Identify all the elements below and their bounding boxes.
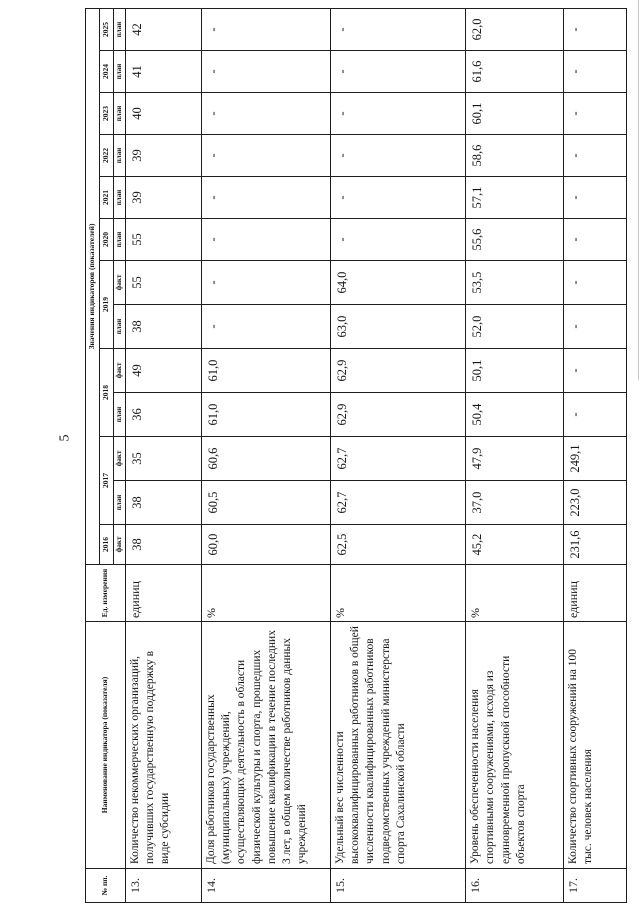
- value-cell: 63,0: [331, 305, 466, 349]
- value-cell: 60,5: [202, 481, 331, 525]
- value-cell: 42: [126, 8, 202, 50]
- value-cell: 53,5: [466, 261, 563, 305]
- table-row: [466, 8, 563, 902]
- table-row: [202, 8, 331, 902]
- value-cell: 62,7: [331, 437, 466, 481]
- value-cell: 249,1: [563, 437, 626, 481]
- subheader-plan: план: [114, 481, 126, 525]
- value-cell: 36: [126, 393, 202, 437]
- year-2019: 2019: [100, 261, 114, 349]
- subheader-plan: план: [114, 135, 126, 177]
- value-cell: 61,0: [202, 349, 331, 393]
- value-cell: 45,2: [466, 525, 563, 565]
- header-name: Наименование индикатора (показателя): [86, 622, 126, 869]
- value-cell: 38: [126, 525, 202, 565]
- value-cell: 60,1: [466, 93, 563, 135]
- subheader-plan: план: [114, 177, 126, 219]
- page-number: 5: [57, 434, 73, 442]
- value-cell: 64,0: [331, 261, 466, 305]
- value-cell: -: [202, 93, 331, 135]
- value-cell: 55,6: [466, 219, 563, 261]
- year-2024: 2024: [100, 51, 114, 93]
- value-cell: 57,1: [466, 177, 563, 219]
- value-cell: -: [331, 219, 466, 261]
- subheader-plan: план: [114, 93, 126, 135]
- unit-cell: единиц: [563, 565, 626, 622]
- value-cell: 60,0: [202, 525, 331, 565]
- value-cell: -: [563, 93, 626, 135]
- value-cell: 47,9: [466, 437, 563, 481]
- value-cell: -: [202, 135, 331, 177]
- value-cell: 62,7: [331, 481, 466, 525]
- unit-cell: единиц: [126, 565, 202, 622]
- value-cell: 55: [126, 219, 202, 261]
- value-cell: 38: [126, 481, 202, 525]
- subheader-plan: план: [114, 393, 126, 437]
- unit-cell: %: [466, 565, 563, 622]
- value-cell: 58,6: [466, 135, 563, 177]
- value-cell: 55: [126, 261, 202, 305]
- value-cell: -: [202, 177, 331, 219]
- value-cell: -: [202, 305, 331, 349]
- year-2016: 2016: [100, 525, 114, 565]
- value-cell: -: [202, 51, 331, 93]
- indicator-name: Количество некоммерческих организаций, получивших государственную поддержку в виде субсидии: [126, 622, 202, 869]
- value-cell: 38: [126, 305, 202, 349]
- value-cell: 223,0: [563, 481, 626, 525]
- value-cell: 50,1: [466, 349, 563, 393]
- unit-cell: %: [202, 565, 331, 622]
- subheader-plan: план: [114, 51, 126, 93]
- value-cell: -: [563, 135, 626, 177]
- year-2023: 2023: [100, 93, 114, 135]
- indicator-table: [85, 8, 627, 903]
- indicator-name: Доля работников государственных (муниципальных) учреждений, осуществляющих деятельность в области физической культуры и спорта, прошедших повышение квалификации в течение последних 3 лет, в общем количестве работников данных учреждений: [202, 622, 331, 869]
- value-cell: 49: [126, 349, 202, 393]
- value-cell: -: [331, 93, 466, 135]
- year-2021: 2021: [100, 177, 114, 219]
- value-cell: -: [202, 219, 331, 261]
- value-cell: -: [563, 51, 626, 93]
- subheader-fact: факт: [114, 349, 126, 393]
- subheader-plan: план: [114, 219, 126, 261]
- scan-edge-line: [638, 0, 639, 380]
- value-cell: 37,0: [466, 481, 563, 525]
- year-2017: 2017: [100, 437, 114, 525]
- year-2020: 2020: [100, 219, 114, 261]
- value-cell: -: [563, 177, 626, 219]
- value-cell: -: [331, 135, 466, 177]
- value-cell: -: [563, 393, 626, 437]
- value-cell: -: [563, 349, 626, 393]
- value-cell: 62,9: [331, 349, 466, 393]
- unit-cell: %: [331, 565, 466, 622]
- table-row: [331, 8, 466, 902]
- indicator-name: Удельный вес численности высококвалифицированных работников в общей численности квалифицированных работников подведомственных учреждений министерства спорта Сахалинской области: [331, 622, 466, 869]
- header-num: № пп.: [86, 869, 126, 903]
- value-cell: -: [563, 8, 626, 50]
- row-number: 14.: [202, 869, 331, 903]
- value-cell: 62,0: [466, 8, 563, 50]
- value-cell: 39: [126, 177, 202, 219]
- row-number: 17.: [563, 869, 626, 903]
- subheader-fact: факт: [114, 525, 126, 565]
- value-cell: 61,6: [466, 51, 563, 93]
- value-cell: -: [202, 261, 331, 305]
- value-cell: -: [202, 8, 331, 50]
- value-cell: 41: [126, 51, 202, 93]
- subheader-fact: факт: [114, 261, 126, 305]
- value-cell: 50,4: [466, 393, 563, 437]
- subheader-plan: план: [114, 8, 126, 50]
- value-cell: 40: [126, 93, 202, 135]
- indicator-name: Уровень обеспеченности населения спортивными сооружениями, исходя из единовременной пропускной способности объектов спорта: [466, 622, 563, 869]
- value-cell: 62,5: [331, 525, 466, 565]
- header-values: Значения индикаторов (показателей): [86, 8, 100, 564]
- value-cell: 62,9: [331, 393, 466, 437]
- value-cell: -: [563, 261, 626, 305]
- row-number: 15.: [331, 869, 466, 903]
- value-cell: 231,6: [563, 525, 626, 565]
- value-cell: -: [331, 177, 466, 219]
- value-cell: -: [563, 305, 626, 349]
- indicator-name: Количество спортивных сооружений на 100 тыс. человек населения: [563, 622, 626, 869]
- table-row: [126, 8, 202, 902]
- subheader-plan: план: [114, 305, 126, 349]
- value-cell: -: [331, 51, 466, 93]
- subheader-fact: факт: [114, 437, 126, 481]
- value-cell: 60,6: [202, 437, 331, 481]
- year-2022: 2022: [100, 135, 114, 177]
- year-2025: 2025: [100, 8, 114, 50]
- value-cell: -: [331, 8, 466, 50]
- value-cell: -: [563, 219, 626, 261]
- row-number: 16.: [466, 869, 563, 903]
- table-row: [563, 8, 626, 902]
- row-number: 13.: [126, 869, 202, 903]
- indicator-table-container: [85, 8, 627, 903]
- value-cell: 52,0: [466, 305, 563, 349]
- value-cell: 39: [126, 135, 202, 177]
- value-cell: 35: [126, 437, 202, 481]
- header-unit: Ед. измерения: [86, 565, 126, 622]
- value-cell: 61,0: [202, 393, 331, 437]
- year-2018: 2018: [100, 349, 114, 437]
